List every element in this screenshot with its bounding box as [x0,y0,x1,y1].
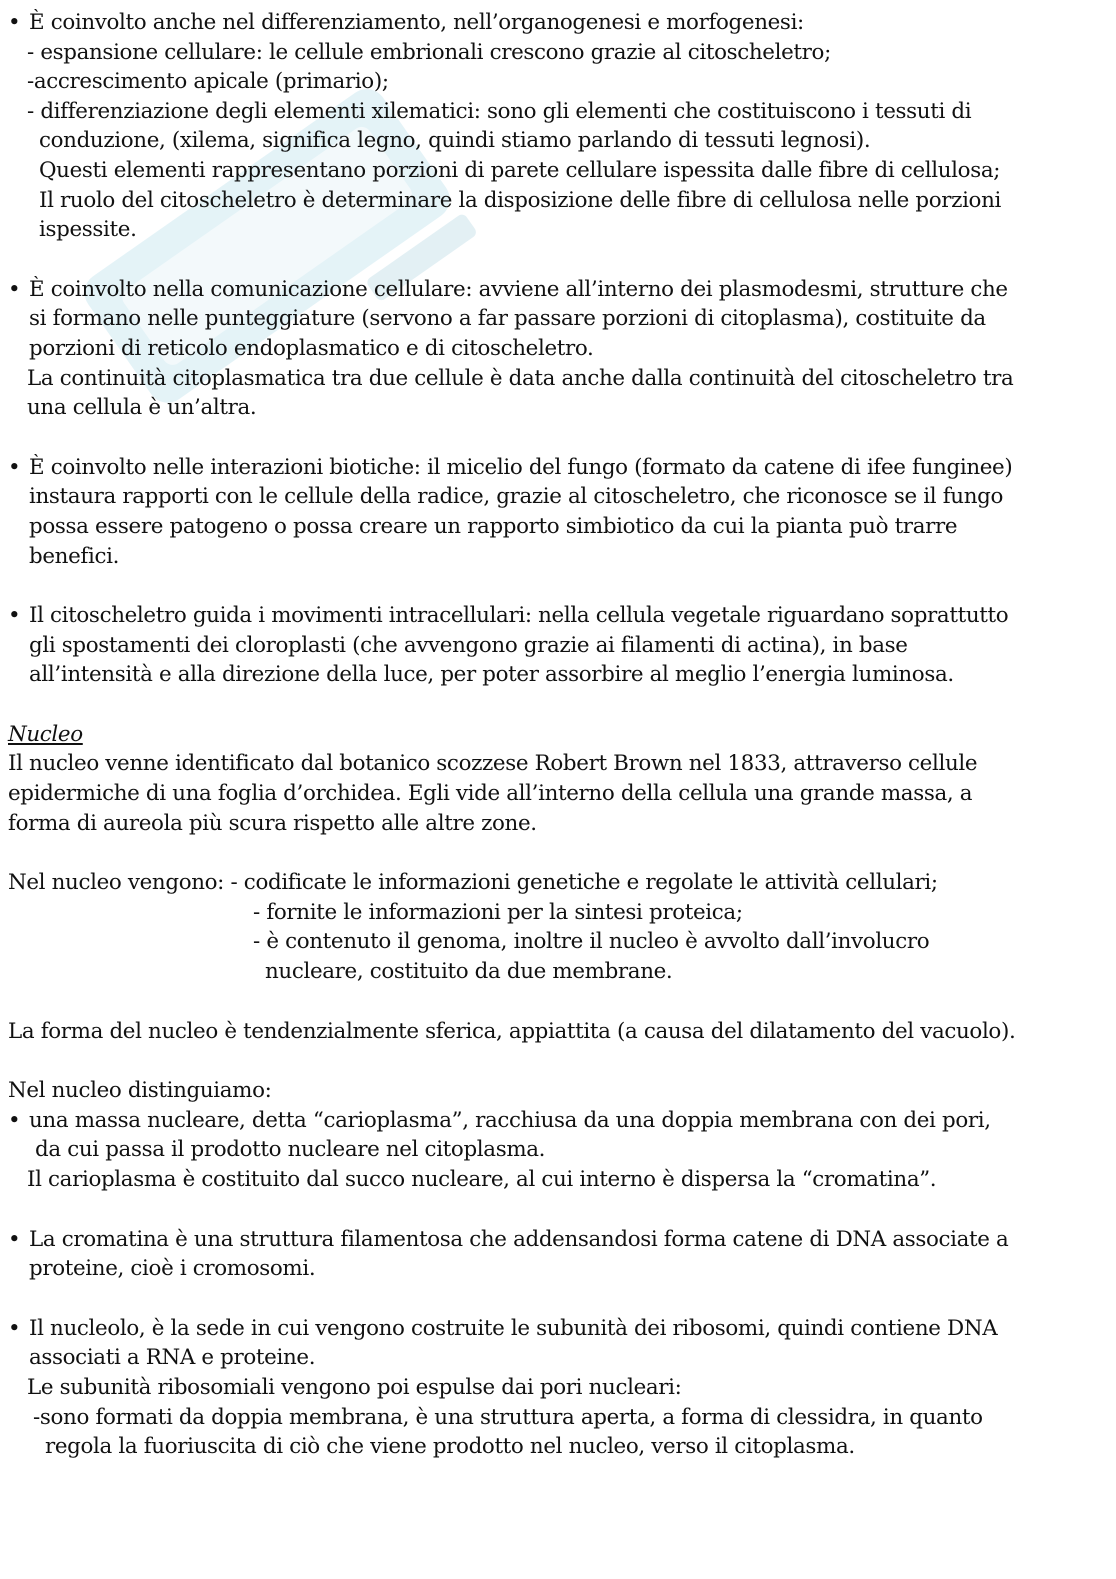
bullet-carioplasma [8,1106,1108,1165]
text-line: - espansione cellulare: le cellule embrionali crescono grazie al citoscheletro; [27,39,831,65]
text-line: È coinvolto nelle interazioni biotiche: il micelio del fungo (formato da catene di ifee funginee) [29,454,1013,480]
text-line: regola la fuoriuscita di ciò che viene prodotto nel nucleo, verso il citoplasma. [45,1434,855,1460]
bullet-icon: • [8,1226,21,1252]
text-line: È coinvolto nella comunicazione cellulare: avviene all’interno dei plasmodesmi, strutture che [29,276,1008,302]
text-line: da cui passa il prodotto nucleare nel citoplasma. [35,1137,546,1163]
text-line: La forma del nucleo è tendenzialmente sferica, appiattita (a causa del dilatamento del vacuolo). [8,1018,1016,1044]
text-line: benefici. [29,543,120,569]
text-line: Il carioplasma è costituito dal succo nucleare, al cui interno è dispersa la “cromatina”. [27,1167,937,1192]
bullet-icon: • [8,276,21,302]
bullet-icon: • [8,603,21,629]
text-line: - differenziazione degli elementi xilematici: sono gli elementi che costituiscono i tessuti di [27,98,972,124]
text-line: una cellula è un’altra. [27,395,257,421]
text-line: instaura rapporti con le cellule della radice, grazie al citoscheletro, che riconosce se il fungo [29,484,1004,510]
list-lead: Nel nucleo vengono: [8,870,225,896]
bullet-movimenti-intracellulari [8,601,1108,690]
text-line: si formano nelle punteggiature (servono a far passare porzioni di citoplasma), costituite da [29,306,986,332]
text-line: Il nucleo venne identificato dal botanico scozzese Robert Brown nel 1833, attraverso cellule [8,751,978,777]
text-line: ispessite. [39,217,137,243]
list-item: - codificate le informazioni genetiche e regolate le attività cellulari; [230,870,938,896]
text-line: È coinvolto anche nel differenziamento, nell’organogenesi e morfogenesi: [29,10,804,35]
text-line: gli spostamenti dei cloroplasti (che avvengono grazie ai filamenti di actina), in base [29,632,908,658]
bullet-differenziamento [8,8,1108,38]
bullet-icon: • [8,1315,21,1341]
text-line: -accrescimento apicale (primario); [27,69,389,95]
bullet-icon: • [8,454,21,480]
text-line: Il ruolo del citoscheletro è determinare la disposizione delle fibre di cellulosa nelle porzioni [39,187,1002,213]
text-line: Il nucleolo, è la sede in cui vengono costruite le subunità dei ribosomi, quindi contiene DNA [29,1315,998,1341]
text-line [8,868,1108,898]
bullet-interazioni-biotiche [8,453,1108,571]
text-line: Il citoscheletro guida i movimenti intracellulari: nella cellula vegetale riguardano soprattutto [29,603,1009,629]
bullet-icon: • [8,1107,21,1133]
bullet-cromatina [8,1225,1108,1284]
section-heading-nucleo: Nucleo [8,721,83,747]
text-line: epidermiche di una foglia d’orchidea. Egli vide all’interno della cellula una grande massa, a [8,781,973,807]
text-line: all’intensità e alla direzione della luce, per poter assorbire al meglio l’energia luminosa. [29,662,954,688]
bullet-comunicazione [8,275,1108,364]
text-line: -sono formati da doppia membrana, è una struttura aperta, a forma di clessidra, in quanto [33,1404,983,1430]
text-line: porzioni di reticolo endoplasmatico e di citoscheletro. [29,335,594,361]
text-line: forma di aureola più scura rispetto alle altre zone. [8,810,537,836]
list-item: - è contenuto il genoma, inoltre il nucleo è avvolto dall’involucro [253,929,930,955]
list-item: - fornite le informazioni per la sintesi proteica; [253,899,743,925]
text-line: associati a RNA e proteine. [29,1345,316,1371]
text-line: proteine, cioè i cromosomi. [29,1256,316,1282]
text-line: Questi elementi rappresentano porzioni di parete cellulare ispessita dalle fibre di cellulosa; [39,157,1001,183]
text-line: conduzione, (xilema, significa legno, quindi stiamo parlando di tessuti legnosi). [39,128,871,154]
list-item: nucleare, costituito da due membrane. [265,959,673,985]
text-line: Nel nucleo distinguiamo: [8,1078,272,1104]
text-line: possa essere patogeno o possa creare un rapporto simbiotico da cui la pianta può trarre [29,513,958,539]
text-line: La continuità citoplasmatica tra due cellule è data anche dalla continuità del citoscheletro tra [27,365,1014,391]
document-page [8,8,1108,1462]
text-line: una massa nucleare, detta “carioplasma”, racchiusa da una doppia membrana con dei pori, [29,1107,991,1133]
text-line: Le subunità ribosomiali vengono poi espulse dai pori nucleari: [27,1374,682,1400]
bullet-nucleolo [8,1314,1108,1373]
text-line: La cromatina è una struttura filamentosa che addensandosi forma catene di DNA associate a [29,1226,1009,1252]
bullet-icon: • [8,10,21,35]
